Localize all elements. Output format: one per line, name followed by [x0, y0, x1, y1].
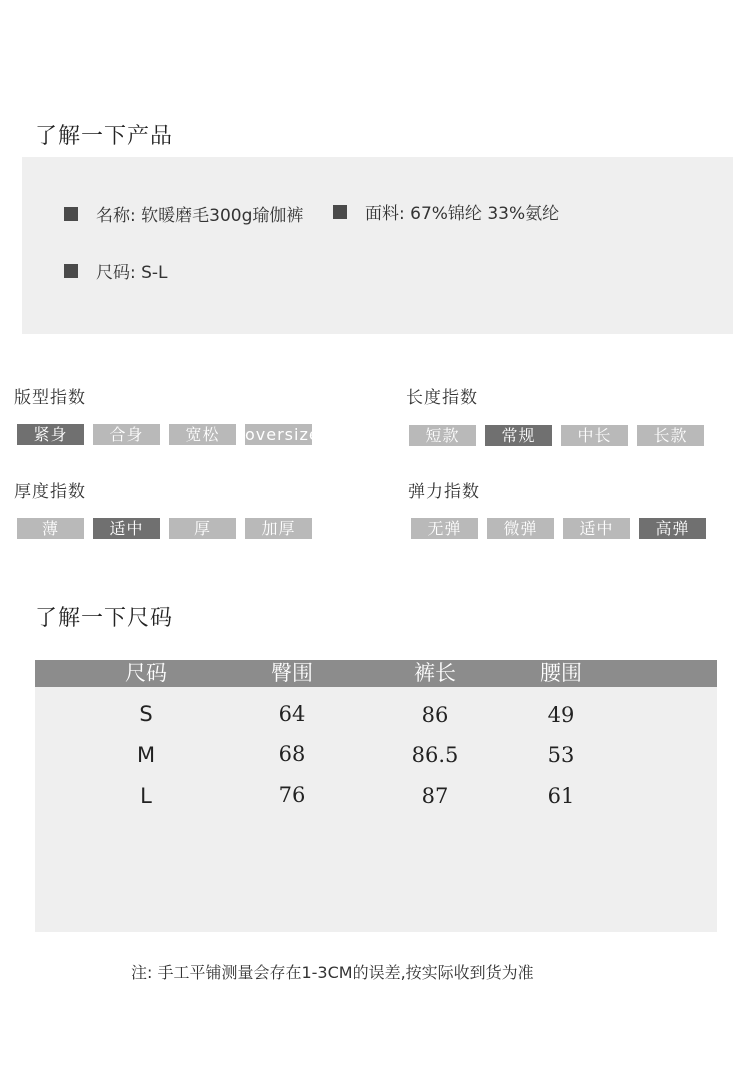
elasticity-index-title: 弹力指数 — [408, 482, 480, 502]
product-size-item — [64, 258, 168, 283]
length-option-chip: 短款 — [409, 425, 476, 446]
product-size-range: 尺码: S-L — [96, 263, 168, 283]
length-option-chip: 常规 — [485, 425, 552, 446]
elasticity-option-chip: 微弹 — [487, 518, 554, 539]
product-section-title: 了解一下产品 — [35, 124, 174, 149]
table-cell-waist: 49 — [547, 703, 575, 727]
thickness-option-chip: 适中 — [93, 518, 160, 539]
table-cell-size: L — [140, 784, 152, 808]
length-index-title: 长度指数 — [406, 388, 478, 408]
table-cell-length: 86.5 — [411, 743, 459, 767]
elasticity-option-chip: 高弹 — [639, 518, 706, 539]
fit-index-title: 版型指数 — [14, 388, 86, 408]
table-cell-length: 87 — [421, 784, 449, 808]
table-cell-waist: 61 — [547, 784, 575, 808]
length-option-chip: 长款 — [637, 425, 704, 446]
product-fabric-item — [333, 199, 559, 224]
table-cell-hip: 68 — [278, 742, 306, 766]
size-section-title: 了解一下尺码 — [35, 606, 174, 631]
elasticity-option-chip: 无弹 — [411, 518, 478, 539]
thickness-option-chip: 加厚 — [245, 518, 312, 539]
product-name-item — [64, 201, 303, 226]
thickness-option-chip: 薄 — [17, 518, 84, 539]
fit-index-options — [17, 424, 320, 445]
bullet-square-icon — [64, 264, 78, 278]
thickness-index-title: 厚度指数 — [14, 482, 86, 502]
header-length: 裤长 — [414, 661, 456, 685]
header-hip: 臀围 — [271, 661, 313, 685]
header-waist: 腰围 — [540, 661, 582, 685]
size-table-header — [35, 660, 717, 687]
product-fabric: 面料: 67%锦纶 33%氨纶 — [365, 204, 560, 224]
thickness-option-chip: 厚 — [169, 518, 236, 539]
table-cell-hip: 64 — [278, 702, 306, 726]
fit-option-chip: 宽松 — [169, 424, 236, 445]
table-cell-size: S — [139, 702, 153, 726]
elasticity-index-options — [411, 518, 706, 539]
header-size: 尺码 — [125, 661, 167, 685]
length-option-chip: 中长 — [561, 425, 628, 446]
size-table — [35, 660, 717, 932]
fit-option-chip: oversize — [245, 425, 320, 444]
bullet-square-icon — [333, 205, 347, 219]
table-cell-waist: 53 — [547, 743, 575, 767]
fit-option-chip: 合身 — [93, 424, 160, 445]
table-cell-size: M — [136, 743, 156, 767]
product-info-panel — [22, 157, 733, 334]
elasticity-option-chip: 适中 — [563, 518, 630, 539]
bullet-square-icon — [64, 207, 78, 221]
length-index-options — [409, 425, 704, 446]
table-cell-length: 86 — [421, 703, 449, 727]
fit-option-chip: 紧身 — [17, 424, 84, 445]
table-cell-hip: 76 — [278, 783, 306, 807]
measurement-note: 注: 手工平铺测量会存在1-3CM的误差,按实际收到货为准 — [131, 963, 534, 982]
thickness-index-options — [17, 518, 312, 539]
product-name: 名称: 软暖磨毛300g瑜伽裤 — [96, 206, 304, 226]
